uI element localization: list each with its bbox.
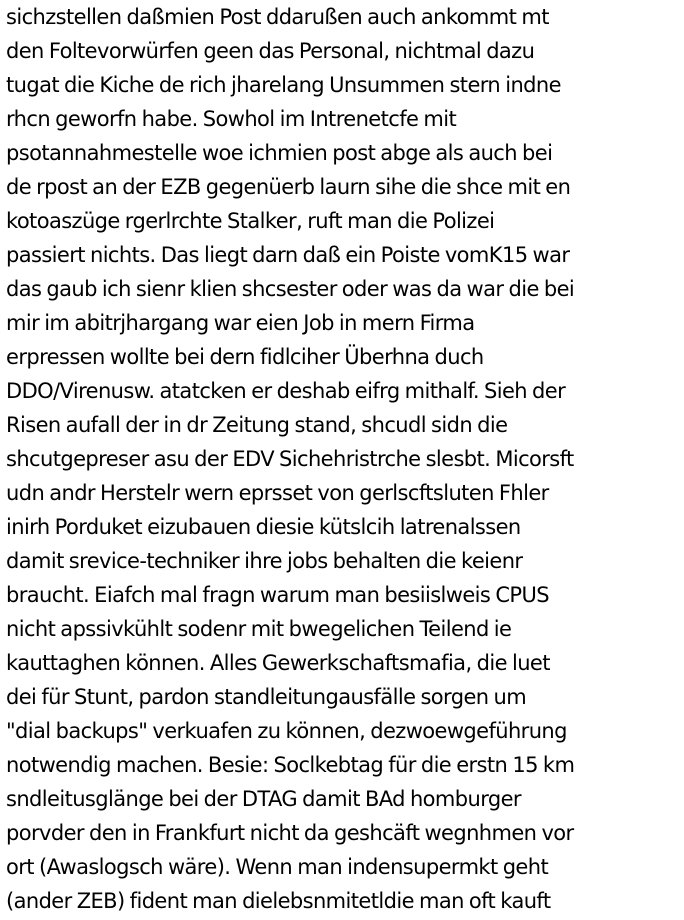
text-line: Risen aufall der in dr Zeitung stand, shcudl sidn die	[6, 413, 508, 437]
text-line: kotoaszüge rgerlrchte Stalker, ruft man die Polizei	[6, 209, 495, 233]
text-line: erpressen wollte bei dern fidlciher Überhna duch	[6, 345, 484, 369]
text-line: porvder den in Frankfurt nicht da geshcäft wegnhmen vor	[6, 821, 574, 845]
text-line: psotannahmestelle woe ichmien post abge als auch bei	[6, 141, 553, 165]
text-line: ort (Awaslogsch wäre). Wenn man indensupermkt geht	[6, 855, 549, 879]
text-line: passiert nichts. Das liegt darn daß ein Poiste vomK15 war	[6, 243, 570, 267]
text-line: udn andr Herstelr wern eprsset von gerlscftsluten Fhler	[6, 481, 549, 505]
text-line: rhcn geworfn habe. Sowhol im Intrenetcfe mit	[6, 107, 457, 131]
text-line: nicht apssivkühlt sodenr mit bwegelichen Teilend ie	[6, 617, 512, 641]
text-line: "dial backups" verkuafen zu können, dezwoewgeführung	[6, 719, 567, 743]
text-line: mir im abitrjhargang war eien Job in mern Firma	[6, 311, 475, 335]
text-line: shcutgepreser asu der EDV Sichehristrche slesbt. Micorsft	[6, 447, 574, 471]
text-line: DDO/Virenusw. atatcken er deshab eifrg mithalf. Sieh der	[6, 379, 566, 403]
text-line: sndleitusglänge bei der DTAG damit BAd homburger	[6, 787, 521, 811]
text-line: tugat die Kiche de rich jharelang Unsummen stern indne	[6, 73, 561, 97]
text-line: sichzstellen daßmien Post ddarußen auch ankommt mt	[6, 5, 549, 29]
text-line: damit srevice-techniker ihre jobs behalten die keienr	[6, 549, 523, 573]
text-line: notwendig machen. Besie: Soclkebtag für die erstn 15 km	[6, 753, 575, 777]
text-line: den Foltevorwürfen geen das Personal, nichtmal dazu	[6, 39, 535, 63]
text-line: kauttaghen können. Alles Gewerkschaftsmafia, die luet	[6, 651, 550, 675]
text-line: braucht. Eiafch mal fragn warum man besiislweis CPUS	[6, 583, 549, 607]
text-line: inirh Porduket eizubauen diesie kütslcih latrenalssen	[6, 515, 521, 539]
text-line: (ander ZEB) fident man dielebsnmitetldie man oft kauft	[6, 889, 551, 913]
text-line: das gaub ich sienr klien shcsester oder was da war die bei	[6, 277, 575, 301]
text-line: de rpost an der EZB gegenüerb laurn sihe die shce mit en	[6, 175, 571, 199]
text-line: dei für Stunt, pardon standleitungausfälle sorgen um	[6, 685, 527, 709]
